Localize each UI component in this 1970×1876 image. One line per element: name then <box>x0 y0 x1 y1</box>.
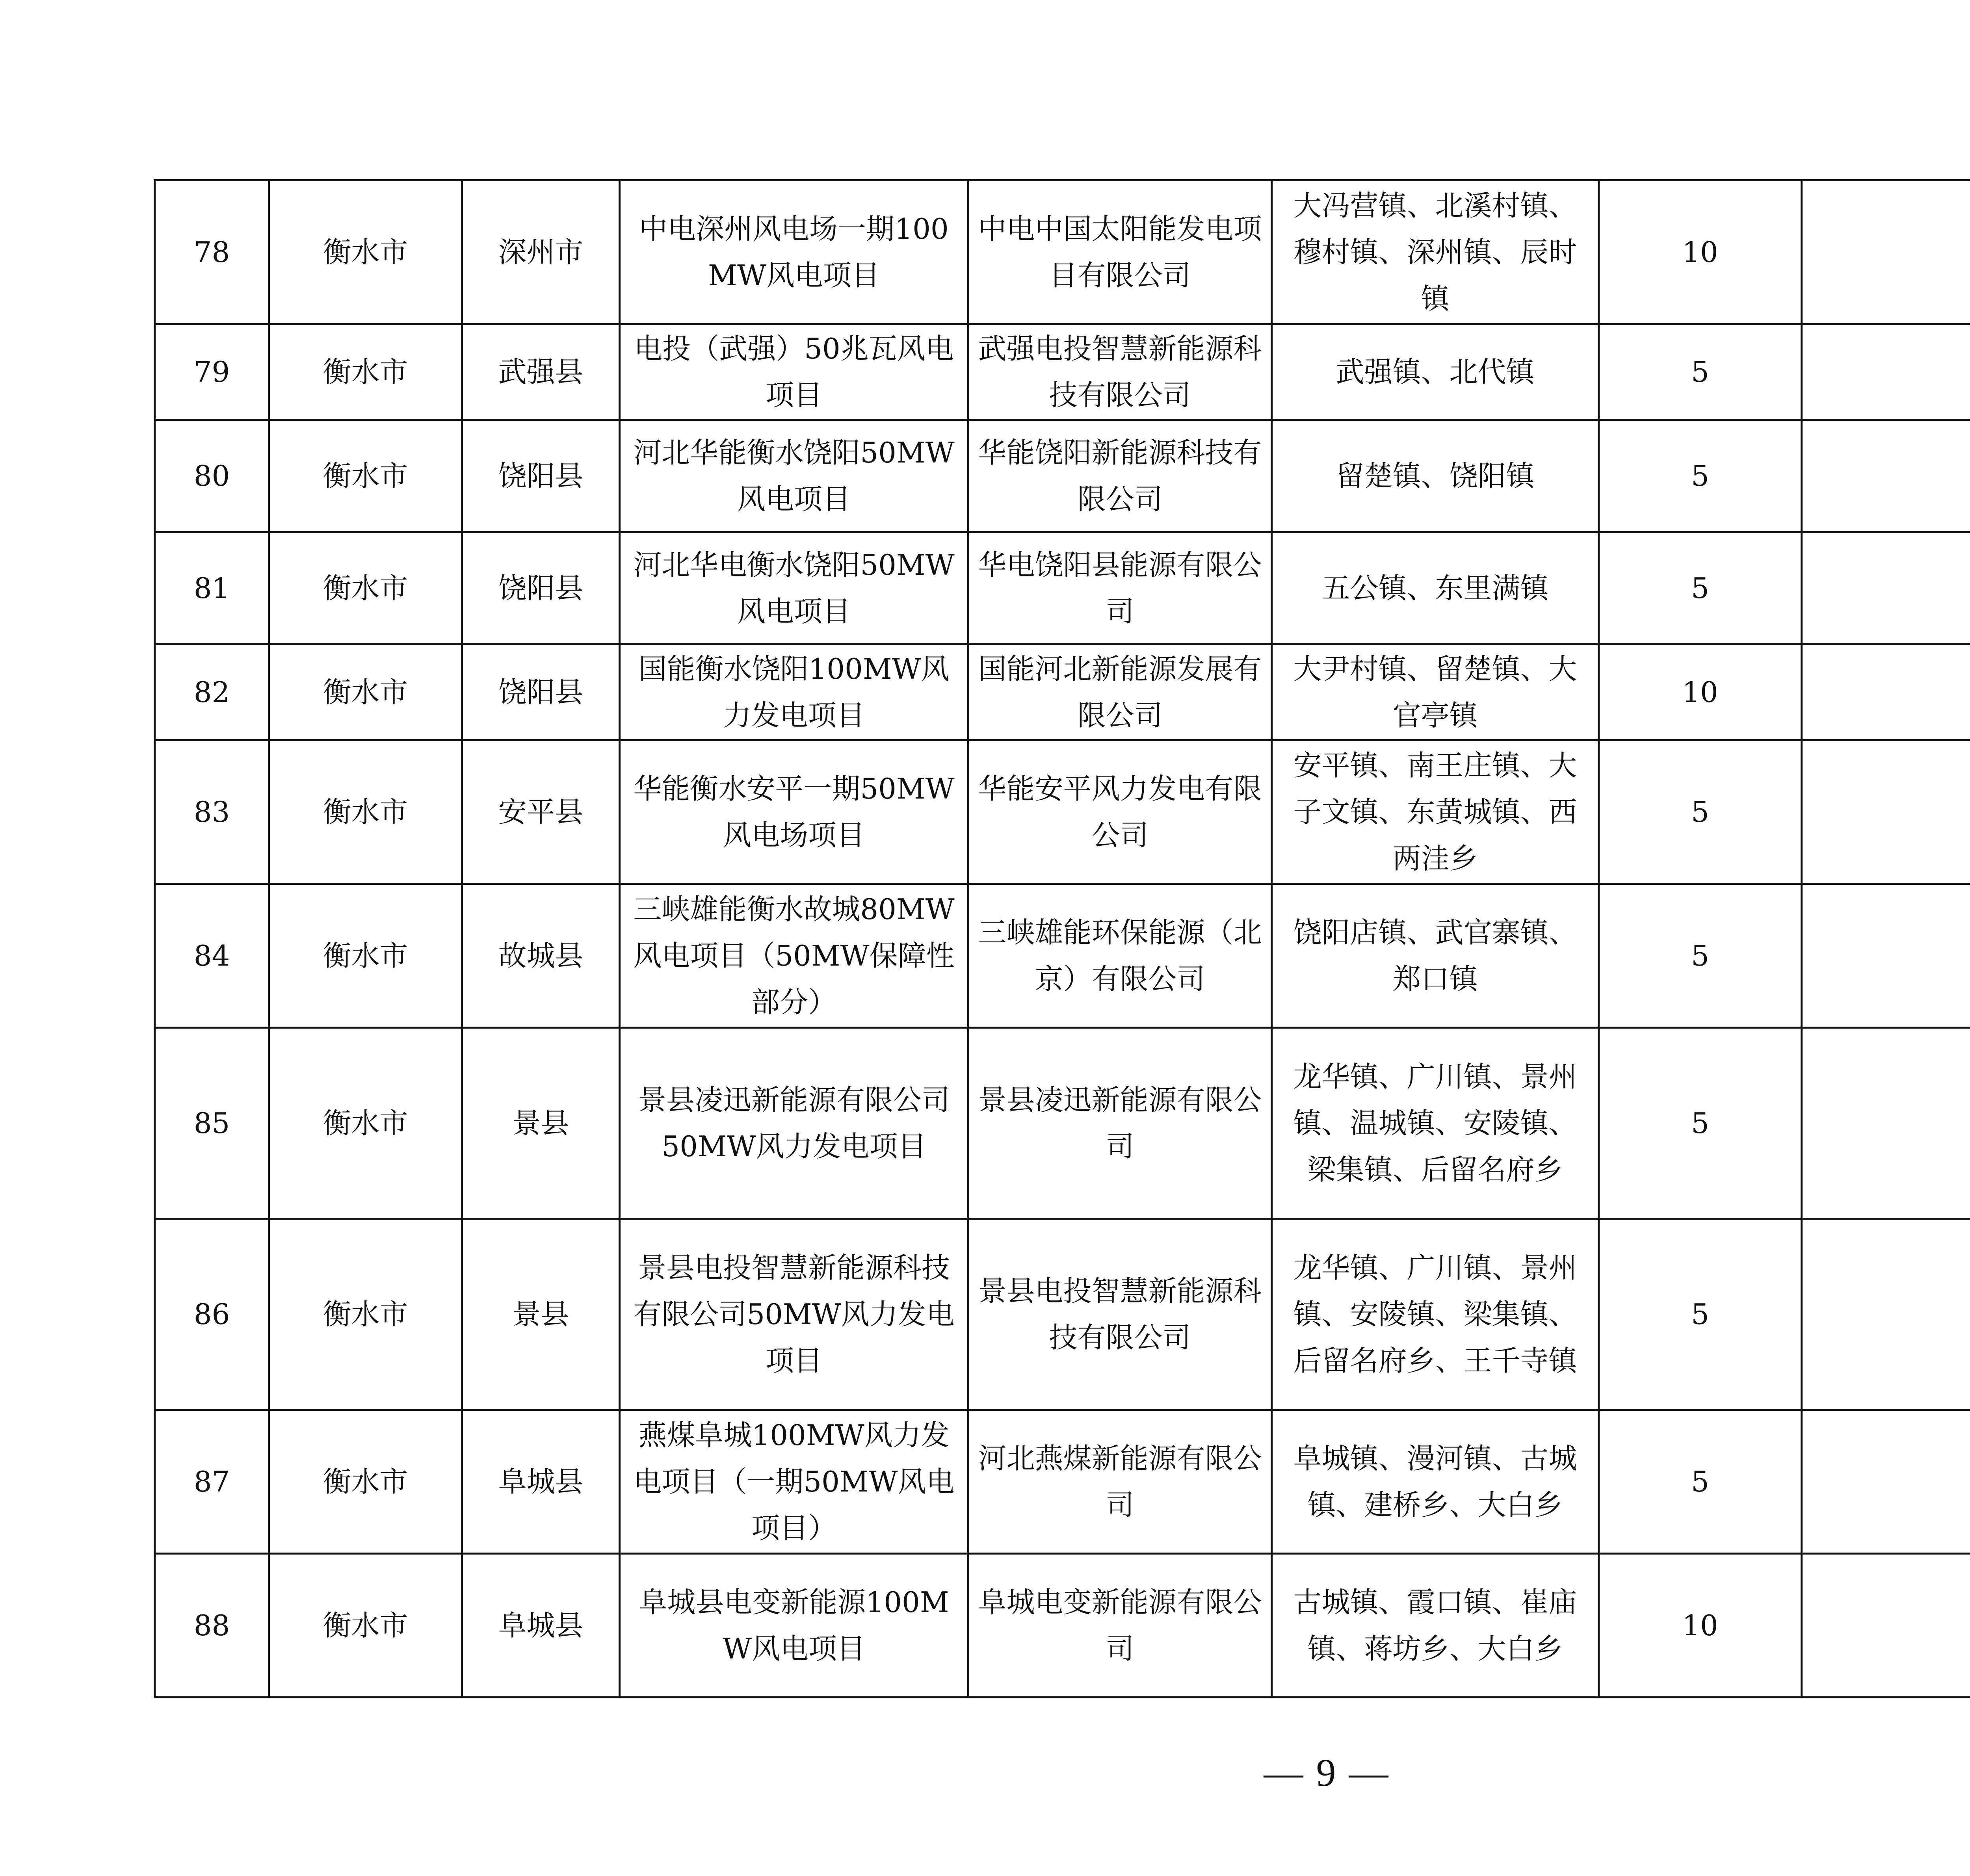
table-row <box>155 1410 1970 1554</box>
cell-city: 衡水市 <box>269 1410 462 1554</box>
table-row <box>155 645 1970 740</box>
cell-county: 阜城县 <box>462 1554 620 1698</box>
cell-project: 河北华能衡水饶阳50MW风电项目 <box>620 420 968 532</box>
cell-county: 安平县 <box>462 740 620 884</box>
cell-blank <box>1802 1219 1970 1410</box>
cell-city: 衡水市 <box>269 1028 462 1219</box>
cell-towns: 留楚镇、饶阳镇 <box>1272 420 1599 532</box>
cell-company: 中电中国太阳能发电项目有限公司 <box>968 180 1272 324</box>
cell-project: 景县电投智慧新能源科技有限公司50MW风力发电项目 <box>620 1219 968 1410</box>
cell-no: 83 <box>155 740 269 884</box>
table-row <box>155 324 1970 420</box>
cell-company: 国能河北新能源发展有限公司 <box>968 645 1272 740</box>
cell-blank <box>1802 1410 1970 1554</box>
table-row <box>155 180 1970 324</box>
cell-city: 衡水市 <box>269 645 462 740</box>
cell-company: 华能饶阳新能源科技有限公司 <box>968 420 1272 532</box>
cell-project: 中电深州风电场一期100MW风电项目 <box>620 180 968 324</box>
cell-company: 武强电投智慧新能源科技有限公司 <box>968 324 1272 420</box>
cell-project: 燕煤阜城100MW风力发电项目（一期50MW风电项目） <box>620 1410 968 1554</box>
project-table <box>154 179 1970 1698</box>
cell-project: 电投（武强）50兆瓦风电项目 <box>620 324 968 420</box>
cell-company: 阜城电变新能源有限公司 <box>968 1554 1272 1698</box>
cell-no: 78 <box>155 180 269 324</box>
cell-company: 华能安平风力发电有限公司 <box>968 740 1272 884</box>
cell-city: 衡水市 <box>269 740 462 884</box>
cell-city: 衡水市 <box>269 1219 462 1410</box>
cell-company: 华电饶阳县能源有限公司 <box>968 532 1272 645</box>
cell-scale: 5 <box>1599 740 1802 884</box>
cell-no: 85 <box>155 1028 269 1219</box>
cell-city: 衡水市 <box>269 1554 462 1698</box>
cell-scale: 10 <box>1599 180 1802 324</box>
table-row <box>155 740 1970 884</box>
table-row <box>155 1554 1970 1698</box>
cell-towns: 安平镇、南王庄镇、大子文镇、东黄城镇、西两洼乡 <box>1272 740 1599 884</box>
cell-blank <box>1802 1554 1970 1698</box>
cell-city: 衡水市 <box>269 884 462 1028</box>
cell-company: 三峡雄能环保能源（北京）有限公司 <box>968 884 1272 1028</box>
cell-no: 86 <box>155 1219 269 1410</box>
cell-county: 景县 <box>462 1028 620 1219</box>
cell-project: 景县凌迅新能源有限公司50MW风力发电项目 <box>620 1028 968 1219</box>
cell-city: 衡水市 <box>269 532 462 645</box>
cell-no: 88 <box>155 1554 269 1698</box>
cell-blank <box>1802 324 1970 420</box>
cell-scale: 10 <box>1599 1554 1802 1698</box>
cell-scale: 5 <box>1599 420 1802 532</box>
cell-scale: 5 <box>1599 532 1802 645</box>
cell-towns: 武强镇、北代镇 <box>1272 324 1599 420</box>
cell-project: 阜城县电变新能源100MW风电项目 <box>620 1554 968 1698</box>
cell-county: 阜城县 <box>462 1410 620 1554</box>
cell-no: 81 <box>155 532 269 645</box>
cell-towns: 大尹村镇、留楚镇、大官亭镇 <box>1272 645 1599 740</box>
cell-no: 87 <box>155 1410 269 1554</box>
table-body <box>155 180 1970 1698</box>
cell-blank <box>1802 180 1970 324</box>
cell-blank <box>1802 532 1970 645</box>
cell-towns: 大冯营镇、北溪村镇、穆村镇、深州镇、辰时镇 <box>1272 180 1599 324</box>
cell-city: 衡水市 <box>269 324 462 420</box>
cell-county: 故城县 <box>462 884 620 1028</box>
cell-towns: 阜城镇、漫河镇、古城镇、建桥乡、大白乡 <box>1272 1410 1599 1554</box>
cell-city: 衡水市 <box>269 180 462 324</box>
cell-county: 武强县 <box>462 324 620 420</box>
cell-towns: 龙华镇、广川镇、景州镇、安陵镇、梁集镇、后留名府乡、王千寺镇 <box>1272 1219 1599 1410</box>
cell-scale: 10 <box>1599 645 1802 740</box>
cell-no: 79 <box>155 324 269 420</box>
table-row <box>155 420 1970 532</box>
cell-blank <box>1802 1028 1970 1219</box>
cell-county: 饶阳县 <box>462 532 620 645</box>
cell-towns: 古城镇、霞口镇、崔庙镇、蒋坊乡、大白乡 <box>1272 1554 1599 1698</box>
table-row <box>155 1028 1970 1219</box>
cell-company: 河北燕煤新能源有限公司 <box>968 1410 1272 1554</box>
cell-county: 景县 <box>462 1219 620 1410</box>
cell-blank <box>1802 740 1970 884</box>
cell-project: 华能衡水安平一期50MW风电场项目 <box>620 740 968 884</box>
cell-no: 82 <box>155 645 269 740</box>
page-number: — 9 — <box>1264 1751 1390 1794</box>
cell-company: 景县凌迅新能源有限公司 <box>968 1028 1272 1219</box>
cell-company: 景县电投智慧新能源科技有限公司 <box>968 1219 1272 1410</box>
cell-scale: 5 <box>1599 1219 1802 1410</box>
cell-county: 饶阳县 <box>462 420 620 532</box>
cell-county: 饶阳县 <box>462 645 620 740</box>
cell-scale: 5 <box>1599 1410 1802 1554</box>
cell-project: 河北华电衡水饶阳50MW风电项目 <box>620 532 968 645</box>
cell-no: 80 <box>155 420 269 532</box>
cell-towns: 饶阳店镇、武官寨镇、郑口镇 <box>1272 884 1599 1028</box>
cell-project: 三峡雄能衡水故城80MW风电项目（50MW保障性部分） <box>620 884 968 1028</box>
cell-scale: 5 <box>1599 324 1802 420</box>
cell-scale: 5 <box>1599 884 1802 1028</box>
cell-blank <box>1802 884 1970 1028</box>
cell-county: 深州市 <box>462 180 620 324</box>
cell-scale: 5 <box>1599 1028 1802 1219</box>
cell-towns: 龙华镇、广川镇、景州镇、温城镇、安陵镇、梁集镇、后留名府乡 <box>1272 1028 1599 1219</box>
table-row <box>155 532 1970 645</box>
cell-project: 国能衡水饶阳100MW风力发电项目 <box>620 645 968 740</box>
cell-blank <box>1802 645 1970 740</box>
table-row <box>155 884 1970 1028</box>
table-row <box>155 1219 1970 1410</box>
cell-no: 84 <box>155 884 269 1028</box>
cell-blank <box>1802 420 1970 532</box>
cell-towns: 五公镇、东里满镇 <box>1272 532 1599 645</box>
cell-city: 衡水市 <box>269 420 462 532</box>
